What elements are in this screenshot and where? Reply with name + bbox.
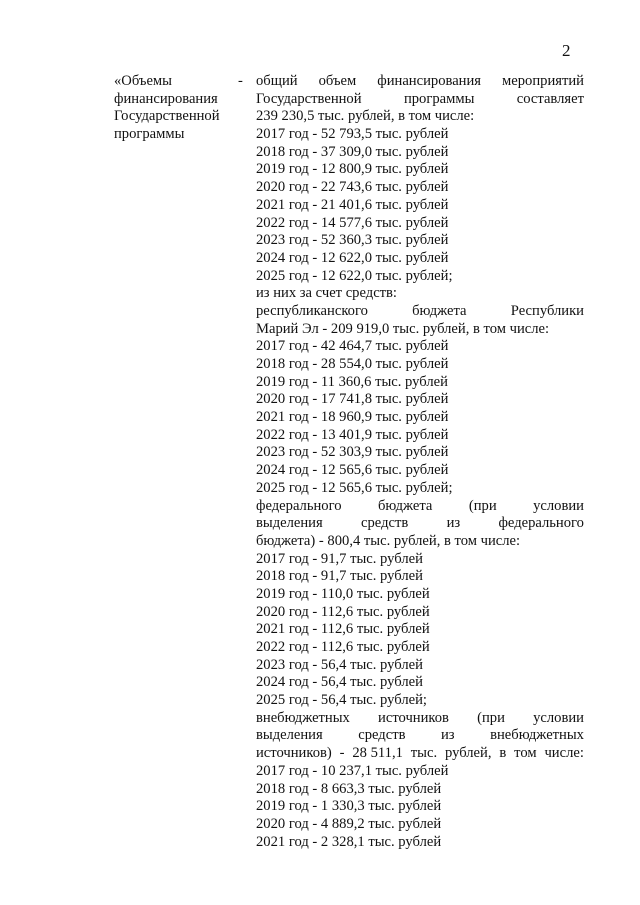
- text-line: 2021 год - 18 960,9 тыс. рублей: [256, 409, 449, 426]
- text-line: 2023 год - 52 360,3 тыс. рублей: [256, 232, 449, 249]
- word: источников: [378, 709, 449, 726]
- word: мероприятий: [502, 73, 584, 89]
- text-line: 2017 год - 91,7 тыс. рублей: [256, 550, 423, 567]
- text-line: 2020 год - 22 743,6 тыс. рублей: [256, 179, 449, 196]
- text-line: 239 230,5 тыс. рублей, в том числе:: [256, 108, 475, 125]
- text-line: [256, 515, 584, 533]
- text-line: [256, 498, 584, 516]
- label-line: финансирования: [114, 90, 218, 107]
- word: объем: [318, 73, 357, 89]
- text-line: 2018 год - 28 554,0 тыс. рублей: [256, 356, 449, 372]
- word: программы: [403, 90, 475, 107]
- page-number: 2: [562, 41, 571, 60]
- word: числе:: [544, 745, 584, 762]
- text-line: [256, 727, 584, 745]
- text-line: 2018 год - 37 309,0 тыс. рублей: [256, 143, 449, 160]
- text-line: [256, 91, 584, 109]
- word: -: [339, 745, 345, 762]
- word: общий: [256, 73, 298, 89]
- text-line: 2018 год - 8 663,3 тыс. рублей: [256, 780, 442, 797]
- word: федерального: [498, 515, 584, 532]
- word: 28 511,1: [352, 745, 403, 762]
- text-line: 2018 год - 91,7 тыс. рублей: [256, 568, 423, 585]
- text-line: 2025 год - 56,4 тыс. рублей;: [256, 692, 427, 709]
- text-line: 2021 год - 112,6 тыс. рублей: [256, 621, 430, 638]
- text-line: [256, 745, 584, 763]
- word: выделения: [256, 727, 323, 744]
- word: (при: [468, 497, 497, 514]
- text-line: бюджета) - 800,4 тыс. рублей, в том числе:: [256, 532, 521, 549]
- word: из: [441, 727, 455, 744]
- text-line: 2017 год - 52 793,5 тыс. рублей: [256, 126, 449, 143]
- word: республиканского: [256, 302, 368, 319]
- text-line: 2024 год - 12 622,0 тыс. рублей: [256, 249, 449, 266]
- text-line: 2024 год - 12 565,6 тыс. рублей: [256, 462, 449, 479]
- word: рублей,: [444, 745, 492, 762]
- text-line: 2017 год - 10 237,1 тыс. рублей: [256, 762, 449, 779]
- text-line: 2021 год - 21 401,6 тыс. рублей: [256, 196, 449, 213]
- word: федерального: [256, 497, 342, 514]
- label-line: Государственной: [114, 108, 220, 125]
- text-line: 2019 год - 110,0 тыс. рублей: [256, 585, 430, 602]
- text-line: 2021 год - 2 328,1 тыс. рублей: [256, 833, 442, 850]
- text-line: 2019 год - 11 360,6 тыс. рублей: [256, 373, 448, 390]
- text-line: 2022 год - 112,6 тыс. рублей: [256, 639, 430, 655]
- word: в: [499, 745, 507, 762]
- word: (при: [477, 709, 505, 726]
- text-line: Марий Эл - 209 919,0 тыс. рублей, в том числе:: [256, 320, 550, 337]
- text-line: 2020 год - 4 889,2 тыс. рублей: [256, 815, 442, 832]
- label-line: «Объемы: [114, 73, 172, 89]
- financing-details: [256, 73, 584, 851]
- word: условии: [533, 709, 584, 726]
- word: внебюджетных: [490, 727, 584, 744]
- text-line: [256, 303, 584, 321]
- text-line: 2022 год - 14 577,6 тыс. рублей: [256, 214, 449, 231]
- text-line: из них за счет средств:: [256, 285, 397, 302]
- word: тыс.: [410, 745, 438, 762]
- text-line: 2022 год - 13 401,9 тыс. рублей: [256, 426, 449, 443]
- word: бюджета: [377, 497, 433, 514]
- passport-field-label: [114, 73, 244, 144]
- word: средств: [358, 727, 406, 744]
- text-line: 2019 год - 1 330,3 тыс. рублей: [256, 798, 442, 815]
- word: внебюджетных: [256, 709, 350, 726]
- text-line: 2019 год - 12 800,9 тыс. рублей: [256, 161, 449, 178]
- word: финансирования: [377, 73, 482, 89]
- word: бюджета: [412, 302, 467, 319]
- text-line: 2025 год - 12 622,0 тыс. рублей;: [256, 267, 453, 284]
- word: выделения: [256, 515, 323, 532]
- text-line: 2023 год - 52 303,9 тыс. рублей: [256, 444, 449, 461]
- text-line: [256, 710, 584, 728]
- word: источников): [256, 745, 332, 762]
- word: условии: [533, 497, 584, 514]
- word: составляет: [516, 90, 584, 107]
- text-line: 2020 год - 17 741,8 тыс. рублей: [256, 391, 449, 408]
- label-line: программы: [114, 126, 185, 143]
- word: из: [446, 515, 461, 532]
- word: средств: [361, 515, 409, 532]
- word: Республики: [510, 302, 584, 319]
- word: Государственной: [256, 90, 362, 107]
- text-line: 2024 год - 56,4 тыс. рублей: [256, 674, 423, 691]
- text-line: 2023 год - 56,4 тыс. рублей: [256, 656, 423, 673]
- text-line: [256, 73, 584, 91]
- word: том: [514, 745, 537, 762]
- text-line: 2017 год - 42 464,7 тыс. рублей: [256, 338, 449, 355]
- text-line: 2020 год - 112,6 тыс. рублей: [256, 603, 430, 620]
- text-line: 2025 год - 12 565,6 тыс. рублей;: [256, 479, 453, 496]
- separator-dash: -: [238, 73, 243, 89]
